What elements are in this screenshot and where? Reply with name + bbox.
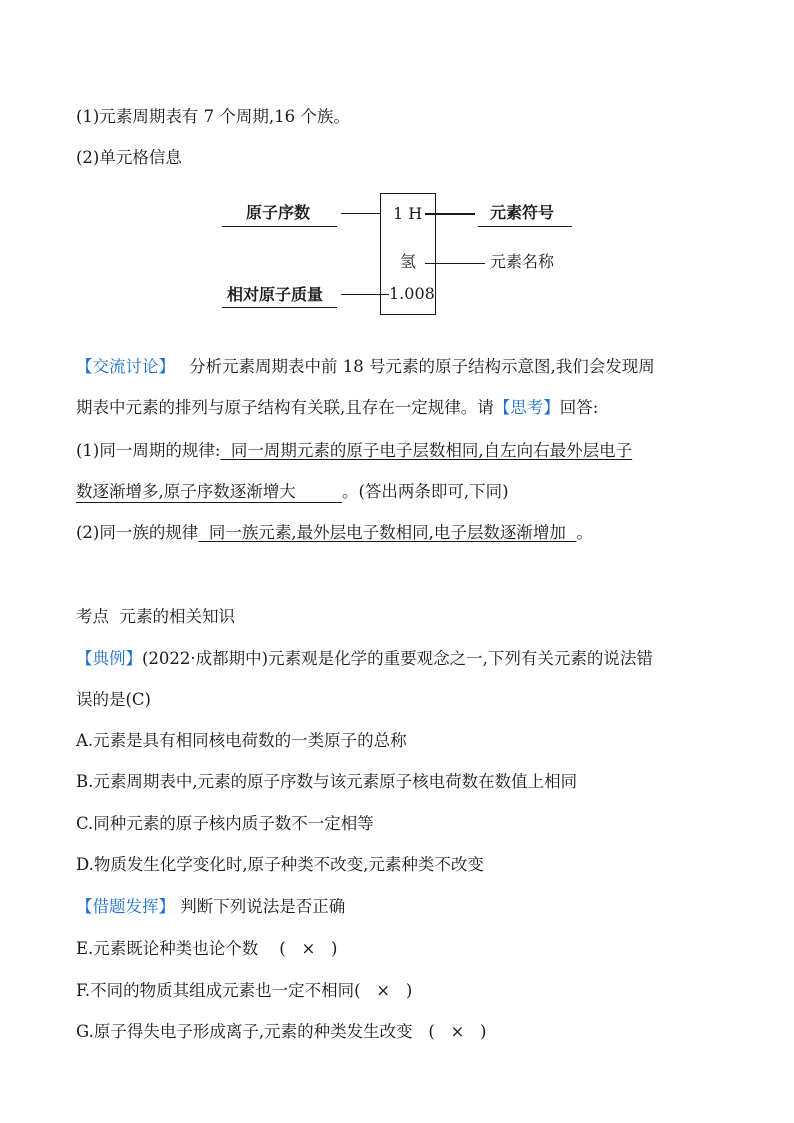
option-c: C.同种元素的原子核内质子数不一定相等 [76,814,374,833]
example-tag: 【典例】 [76,649,142,668]
question-2-line [76,522,593,544]
intro-line-2: (2)单元格信息 [76,148,182,167]
option-f: F.不同的物质其组成元素也一定不相同( × ) [76,981,413,1000]
question-1-line-1 [76,440,632,462]
label-atomic-number: 原子序数 [246,203,311,222]
cell-number-symbol: 1 H [393,204,423,223]
example-line-1 [76,648,653,670]
discussion-line-1 [76,356,655,378]
option-b: B.元素周期表中,元素的原子序数与该元素原子核电荷数在数值上相同 [76,772,578,791]
question-2-prefix: (2)同一族的规律 [76,523,199,542]
pointer-symbol [425,213,475,215]
option-a: A.元素是具有相同核电荷数的一类原子的总称 [76,731,407,750]
label-relative-mass: 相对原子质量 [227,285,324,304]
discussion-text-2a: 期表中元素的排列与原子结构有关联,且存在一定规律。请 [76,398,494,417]
label-name: 元素名称 [490,252,555,271]
intro-line-1: (1)元素周期表有 7 个周期,16 个族。 [76,107,350,126]
question-2-answer: 同一族元素,最外层电子数相同,电子层数逐渐增加 [198,523,577,542]
underline-symbol [478,226,572,227]
option-g: G.原子得失电子形成离子,元素的种类发生改变 ( × ) [76,1022,487,1041]
pointer-atomic-number [341,213,381,214]
discussion-line-2 [76,397,598,419]
discussion-text-2b: 回答: [559,398,599,417]
cell-atomic-mass: 1.008 [389,284,435,303]
borrow-text: 判断下列说法是否正确 [175,897,346,916]
borrow-line [76,896,345,918]
question-1-prefix: (1)同一周期的规律: [76,441,221,460]
underline-atomic-number [222,226,337,227]
label-symbol: 元素符号 [490,203,555,222]
example-line-2: 误的是(C) [76,690,151,709]
think-tag: 【思考】 [493,398,560,417]
cell-element-name: 氢 [400,252,417,271]
question-1-line-2 [76,481,509,503]
option-d: D.物质发生化学变化时,原子种类不改变,元素种类不改变 [76,855,484,874]
borrow-tag: 【借题发挥】 [76,897,175,916]
option-e: E.元素既论种类也论个数 ( × ) [76,939,338,958]
question-1-answer-part1: 同一周期元素的原子电子层数相同,自左向右最外层电子 [220,441,633,460]
example-text-1: (2022·成都期中)元素观是化学的重要观念之一,下列有关元素的说法错 [142,649,653,668]
discussion-tag: 【交流讨论】 [76,357,175,376]
pointer-name [425,263,485,264]
underline-relative-mass [222,307,337,308]
question-1-answer-part2: 数逐渐增多,原子序数逐渐增大 [76,482,296,501]
question-1-suffix: 。(答出两条即可,下同) [342,482,509,501]
discussion-text-1: 分析元素周期表中前 18 号元素的原子结构示意图,我们会发现周 [189,357,655,376]
question-1-answer-part2-box [76,482,342,503]
question-2-suffix: 。 [576,523,593,542]
exam-heading: 考点 元素的相关知识 [76,607,235,626]
